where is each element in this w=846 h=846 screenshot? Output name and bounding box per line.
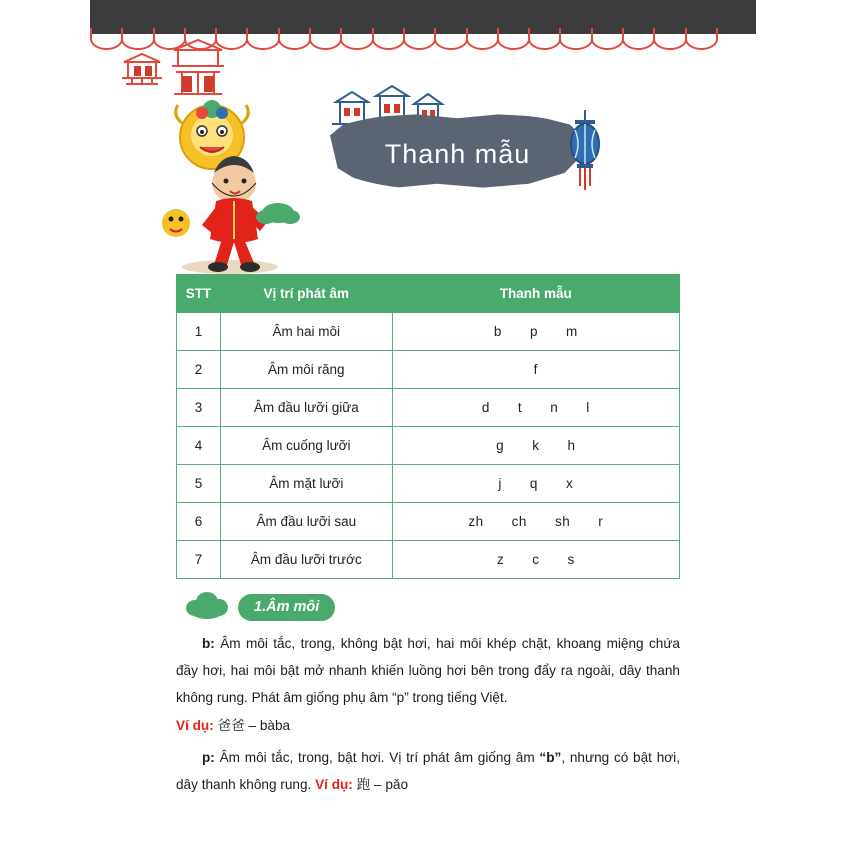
initials-list xyxy=(482,438,589,453)
cell-position: Âm mặt lưỡi xyxy=(220,465,392,503)
cell-initials xyxy=(392,541,679,579)
cell-initials xyxy=(392,503,679,541)
initial-letter: sh xyxy=(554,514,571,529)
example-pinyin-1: – bàba xyxy=(244,717,291,733)
initials-list xyxy=(468,400,604,415)
lantern-icon xyxy=(565,110,605,200)
initial-letter: h xyxy=(567,438,576,453)
table-header-initials: Thanh mẫu xyxy=(392,275,679,313)
paragraph-p-bold: “b” xyxy=(539,749,562,765)
example-pinyin-2: – pǎo xyxy=(370,776,409,792)
cell-stt: 2 xyxy=(177,351,221,389)
table-row xyxy=(177,389,680,427)
table-header-row xyxy=(177,275,680,313)
initial-letter: s xyxy=(567,552,575,567)
cell-stt: 6 xyxy=(177,503,221,541)
initial-letter: q xyxy=(529,476,538,491)
paragraph-b-text: Âm môi tắc, trong, không bật hơi, hai môi khép chặt, khoang miệng chứa đầy hơi, hai môi bật mở nhanh khiến luồng hơi bên trong đẩy ra ngoài, dây thanh không rung. Phát âm giống phụ âm “p” trong tiếng Việt. xyxy=(176,636,680,706)
cell-initials xyxy=(392,389,679,427)
initial-letter: n xyxy=(550,400,559,415)
initial-letter: f xyxy=(533,362,538,377)
table-header-position: Vị trí phát âm xyxy=(220,275,392,313)
letter-p: p: xyxy=(202,749,215,765)
banner-title: Thanh mẫu xyxy=(384,138,531,169)
bush-icon xyxy=(186,592,228,622)
initial-letter: x xyxy=(565,476,574,491)
example-label-2: Ví dụ: xyxy=(315,776,353,792)
table-row xyxy=(177,541,680,579)
table-row xyxy=(177,313,680,351)
cell-stt: 7 xyxy=(177,541,221,579)
cell-initials xyxy=(392,465,679,503)
initial-letter: c xyxy=(532,552,540,567)
paragraph-p xyxy=(176,744,680,799)
initials-list xyxy=(480,324,592,339)
initial-letter: k xyxy=(532,438,540,453)
table-header-stt: STT xyxy=(177,275,221,313)
pagoda-icon xyxy=(112,32,252,102)
cell-stt: 3 xyxy=(177,389,221,427)
initials-list xyxy=(520,362,552,377)
initial-letter: p xyxy=(529,324,538,339)
cell-position: Âm hai môi xyxy=(220,313,392,351)
initial-letter: l xyxy=(586,400,590,415)
initials-list xyxy=(484,476,587,491)
example-hanzi-2: 跑 xyxy=(356,776,371,793)
initial-letter: ch xyxy=(511,514,527,529)
cell-initials xyxy=(392,313,679,351)
cell-initials xyxy=(392,427,679,465)
example-label-1: Ví dụ: xyxy=(176,717,214,733)
cell-stt: 4 xyxy=(177,427,221,465)
initial-letter: g xyxy=(496,438,505,453)
initial-letter: zh xyxy=(468,514,484,529)
cell-stt: 1 xyxy=(177,313,221,351)
cell-position: Âm đầu lưỡi giữa xyxy=(220,389,392,427)
lion-dance-icon xyxy=(160,95,310,275)
paragraph-p-text-b: , nhưng có bật hơi, dây thanh không rung. xyxy=(176,749,680,792)
initials-list xyxy=(483,552,589,567)
paragraph-b xyxy=(176,630,680,740)
section-banner xyxy=(330,112,585,190)
initial-letter: b xyxy=(493,324,502,339)
section-heading xyxy=(186,592,335,622)
initial-letter: d xyxy=(481,400,490,415)
cell-stt: 5 xyxy=(177,465,221,503)
cell-position: Âm cuống lưỡi xyxy=(220,427,392,465)
cell-position: Âm đầu lưỡi trước xyxy=(220,541,392,579)
example-hanzi-1: 爸爸 xyxy=(217,717,245,734)
section-label: 1.Âm môi xyxy=(238,594,335,621)
table-row xyxy=(177,427,680,465)
initial-letter: j xyxy=(498,476,502,491)
table-row xyxy=(177,351,680,389)
cell-initials xyxy=(392,351,679,389)
paragraph-p-text-a: Âm môi tắc, trong, bật hơi. Vị trí phát âm giống âm xyxy=(214,749,540,765)
initial-letter: t xyxy=(517,400,523,415)
initial-letter: r xyxy=(598,514,604,529)
initials-table xyxy=(176,274,680,579)
table-row xyxy=(177,465,680,503)
initial-letter: z xyxy=(496,552,505,567)
cell-position: Âm đầu lưỡi sau xyxy=(220,503,392,541)
initial-letter: m xyxy=(565,324,578,339)
cell-position: Âm môi răng xyxy=(220,351,392,389)
initials-list xyxy=(454,514,617,529)
table-row xyxy=(177,503,680,541)
body-text xyxy=(176,630,680,803)
letter-b: b: xyxy=(202,636,215,651)
